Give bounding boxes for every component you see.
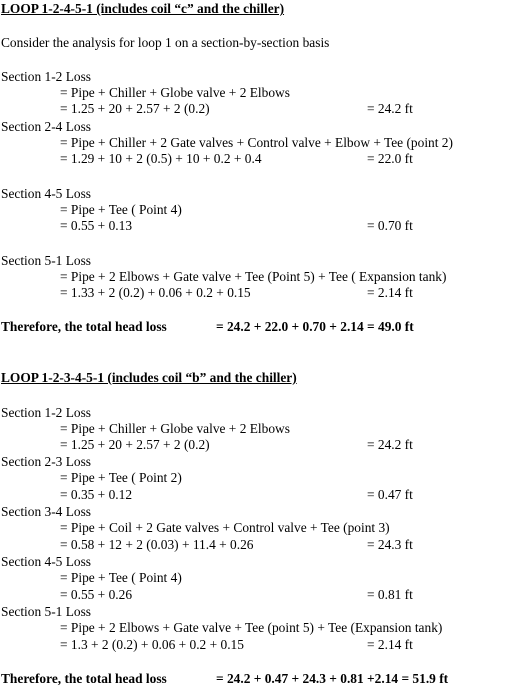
loop2-section-values: = 0.35 + 0.12 — [60, 487, 133, 502]
loop2-section-result: = 24.3 ft — [367, 537, 413, 552]
loop1-section-formula: = Pipe + Chiller + Globe valve + 2 Elbows — [60, 85, 290, 100]
loop1-section-formula: = Pipe + 2 Elbows + Gate valve + Tee (Point 5) + Tee ( Expansion tank) — [60, 269, 447, 284]
loop2-section-formula: = Pipe + Coil + 2 Gate valves + Control valve + Tee (point 3) — [60, 520, 390, 535]
loop2-section-values: = 1.3 + 2 (0.2) + 0.06 + 0.2 + 0.15 — [60, 637, 244, 652]
loop2-section-title: Section 2-3 Loss — [1, 454, 92, 469]
loop2-heading: LOOP 1-2-3-4-5-1 (includes coil “b” and the chiller) — [1, 370, 297, 385]
loop2-section-values: = 0.58 + 12 + 2 (0.03) + 11.4 + 0.26 — [60, 537, 254, 552]
loop1-section-title: Section 5-1 Loss — [1, 253, 92, 268]
loop2-section-result: = 0.81 ft — [367, 587, 413, 602]
loop1-section-result: = 0.70 ft — [367, 218, 413, 233]
loop1-section-values: = 1.29 + 10 + 2 (0.5) + 10 + 0.2 + 0.4 — [60, 151, 262, 166]
loop1-section-title: Section 2-4 Loss — [1, 119, 92, 134]
loop2-total-label: Therefore, the total head loss — [1, 671, 167, 686]
loop2-section-formula: = Pipe + Tee ( Point 2) — [60, 470, 182, 485]
loop2-section-title: Section 5-1 Loss — [1, 604, 92, 619]
loop2-section-title: Section 1-2 Loss — [1, 405, 92, 420]
loop1-section-result: = 2.14 ft — [367, 285, 413, 300]
loop2-section-result: = 2.14 ft — [367, 637, 413, 652]
loop2-section-title: Section 3-4 Loss — [1, 504, 92, 519]
loop2-section-values: = 0.55 + 0.26 — [60, 587, 133, 602]
loop1-section-values: = 1.33 + 2 (0.2) + 0.06 + 0.2 + 0.15 — [60, 285, 251, 300]
loop2-section-title: Section 4-5 Loss — [1, 554, 92, 569]
loop2-section-values: = 1.25 + 20 + 2.57 + 2 (0.2) — [60, 437, 210, 452]
loop1-section-formula: = Pipe + Chiller + 2 Gate valves + Control valve + Elbow + Tee (point 2) — [60, 135, 453, 150]
loop2-section-formula: = Pipe + Chiller + Globe valve + 2 Elbows — [60, 421, 290, 436]
loop1-section-values: = 0.55 + 0.13 — [60, 218, 133, 233]
loop1-heading: LOOP 1-2-4-5-1 (includes coil “c” and the chiller) — [1, 1, 285, 16]
loop2-section-formula: = Pipe + Tee ( Point 4) — [60, 570, 182, 585]
loop2-total-value: = 24.2 + 0.47 + 24.3 + 0.81 +2.14 = 51.9 ft — [216, 671, 449, 686]
loop2-section-formula: = Pipe + 2 Elbows + Gate valve + Tee (point 5) + Tee (Expansion tank) — [60, 620, 443, 635]
loop1-section-result: = 22.0 ft — [367, 151, 413, 166]
loop1-total-label: Therefore, the total head loss — [1, 319, 167, 334]
loop1-section-title: Section 1-2 Loss — [1, 69, 92, 84]
loop2-section-result: = 24.2 ft — [367, 437, 413, 452]
loop1-section-result: = 24.2 ft — [367, 101, 413, 116]
loop1-section-formula: = Pipe + Tee ( Point 4) — [60, 202, 182, 217]
loop1-section-values: = 1.25 + 20 + 2.57 + 2 (0.2) — [60, 101, 210, 116]
loop1-total-value: = 24.2 + 22.0 + 0.70 + 2.14 = 49.0 ft — [216, 319, 414, 334]
loop2-section-result: = 0.47 ft — [367, 487, 413, 502]
loop1-intro: Consider the analysis for loop 1 on a section-by-section basis — [1, 35, 330, 50]
loop1-section-title: Section 4-5 Loss — [1, 186, 92, 201]
